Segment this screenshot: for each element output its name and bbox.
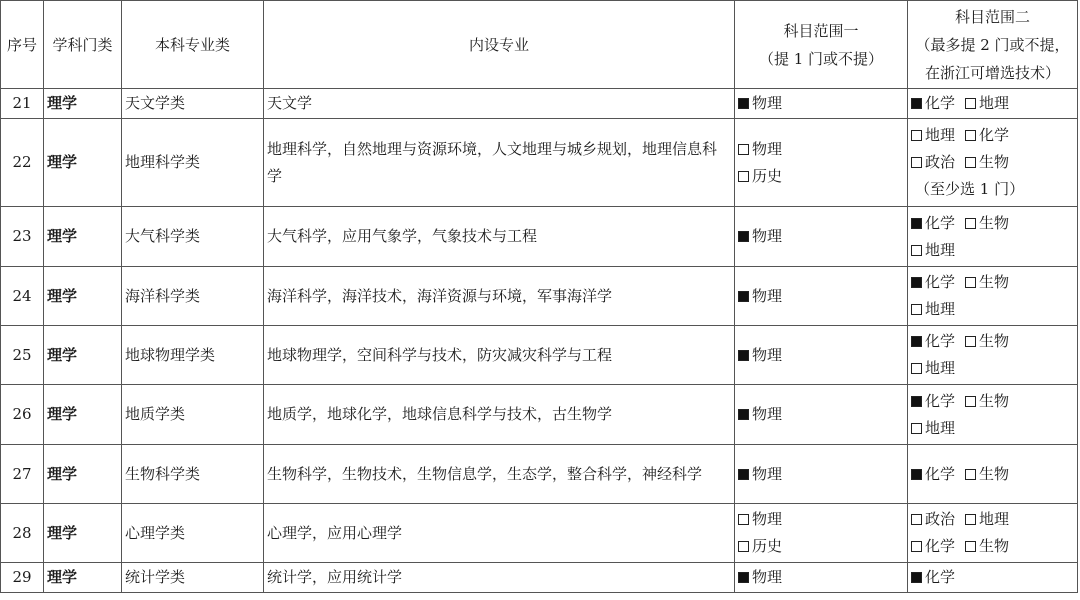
- subject-option: [738, 401, 904, 428]
- subject-label: 地理: [925, 126, 956, 144]
- table-row: [1, 504, 1078, 563]
- subject-label: 化学: [925, 464, 956, 483]
- unchecked-box-icon: [738, 144, 749, 155]
- subject-option: [911, 94, 955, 112]
- subject-label: 物理: [752, 286, 783, 305]
- subject-label: 地理: [979, 510, 1010, 528]
- subject-label: 化学: [979, 126, 1010, 144]
- subject-label: 化学: [925, 332, 956, 350]
- header-seq: 序号: [1, 1, 44, 89]
- major-class: 海洋科学类: [122, 267, 264, 326]
- table-row: [1, 119, 1078, 207]
- subject-option: [738, 506, 904, 533]
- table-row: [1, 563, 1078, 593]
- checked-box-icon: [738, 469, 749, 480]
- checked-box-icon: [738, 98, 749, 109]
- unchecked-box-icon: [911, 541, 922, 552]
- subject-category: 理学: [44, 326, 122, 385]
- subject-label: 化学: [925, 391, 956, 410]
- subject-option: [911, 510, 955, 528]
- subject-label: 历史: [752, 537, 783, 555]
- subject-label: 物理: [752, 94, 783, 112]
- row-number: 22: [1, 119, 44, 207]
- subject-category: 理学: [44, 385, 122, 445]
- header-category: 学科门类: [44, 1, 122, 89]
- unchecked-box-icon: [738, 514, 749, 525]
- range-two-cell: [908, 385, 1078, 445]
- major-class: 地球物理学类: [122, 326, 264, 385]
- subject-label: 历史: [752, 166, 783, 185]
- subject-label: 政治: [925, 153, 956, 171]
- subject-option: [965, 153, 1009, 171]
- option-line: [911, 90, 1074, 117]
- range-one-cell: [735, 563, 908, 593]
- subject-label: 生物: [979, 273, 1010, 291]
- included-majors: 海洋科学，海洋技术，海洋资源与环境，军事海洋学: [264, 267, 735, 326]
- unchecked-box-icon: [738, 171, 749, 182]
- checked-box-icon: [911, 277, 922, 288]
- unchecked-box-icon: [965, 396, 976, 407]
- range-two-note: （至少选 1 门）: [915, 180, 1025, 198]
- subject-option: [965, 392, 1009, 410]
- unchecked-box-icon: [965, 336, 976, 347]
- table-row: [1, 385, 1078, 445]
- included-majors: 统计学，应用统计学: [264, 563, 735, 593]
- unchecked-box-icon: [965, 98, 976, 109]
- unchecked-box-icon: [911, 130, 922, 141]
- subject-category: 理学: [44, 504, 122, 563]
- subject-label: 物理: [752, 464, 783, 483]
- table-body: [1, 89, 1078, 593]
- subject-label: 生物: [979, 332, 1010, 350]
- subject-option: [911, 568, 955, 586]
- option-line: [911, 149, 1074, 176]
- subject-category: 理学: [44, 563, 122, 593]
- subject-label: 化学: [925, 213, 956, 232]
- subject-option: [965, 537, 1009, 555]
- range-two-cell: [908, 207, 1078, 267]
- included-majors: 天文学: [264, 89, 735, 119]
- row-number: 25: [1, 326, 44, 385]
- subject-category: 理学: [44, 445, 122, 504]
- option-line: [911, 415, 1074, 442]
- major-class: 地理科学类: [122, 119, 264, 207]
- table-row: [1, 267, 1078, 326]
- subject-option: [965, 510, 1009, 528]
- unchecked-box-icon: [911, 363, 922, 374]
- checked-box-icon: [911, 396, 922, 407]
- subject-option: [911, 537, 955, 555]
- subject-label: 生物: [979, 464, 1010, 483]
- unchecked-box-icon: [965, 218, 976, 229]
- unchecked-box-icon: [965, 469, 976, 480]
- subject-option: [911, 392, 955, 410]
- subject-label: 政治: [925, 510, 956, 528]
- range-two-cell: [908, 267, 1078, 326]
- subject-category: 理学: [44, 89, 122, 119]
- subject-option: [738, 533, 904, 560]
- major-class: 地质学类: [122, 385, 264, 445]
- unchecked-box-icon: [965, 541, 976, 552]
- subject-label: 物理: [752, 510, 783, 528]
- subject-option: [911, 126, 955, 144]
- option-line: [911, 461, 1074, 488]
- header-range-two: 科目范围二 （最多提 2 门或不提， 在浙江可增选技术）: [908, 1, 1078, 89]
- subject-option: [965, 126, 1009, 144]
- option-line: [911, 506, 1074, 533]
- subject-option: [738, 163, 904, 190]
- range-one-cell: [735, 385, 908, 445]
- unchecked-box-icon: [965, 514, 976, 525]
- checked-box-icon: [911, 98, 922, 109]
- subject-option: [911, 214, 955, 232]
- option-line: [911, 564, 1074, 591]
- option-line: [911, 355, 1074, 382]
- option-line: [911, 237, 1074, 264]
- option-line: [911, 328, 1074, 355]
- row-number: 24: [1, 267, 44, 326]
- subject-option: [911, 332, 955, 350]
- checked-box-icon: [738, 231, 749, 242]
- row-number: 27: [1, 445, 44, 504]
- major-class: 生物科学类: [122, 445, 264, 504]
- unchecked-box-icon: [911, 245, 922, 256]
- subject-option: [911, 300, 955, 318]
- subject-option: [738, 223, 904, 250]
- range-one-cell: [735, 267, 908, 326]
- row-number: 28: [1, 504, 44, 563]
- header-row: [1, 1, 1078, 89]
- major-class: 心理学类: [122, 504, 264, 563]
- subject-label: 物理: [752, 568, 783, 586]
- unchecked-box-icon: [911, 304, 922, 315]
- checked-box-icon: [738, 572, 749, 583]
- unchecked-box-icon: [911, 423, 922, 434]
- subject-label: 化学: [925, 273, 956, 291]
- included-majors: 大气科学，应用气象学，气象技术与工程: [264, 207, 735, 267]
- option-line: [911, 533, 1074, 560]
- row-number: 29: [1, 563, 44, 593]
- checked-box-icon: [911, 336, 922, 347]
- subject-option: [965, 214, 1009, 232]
- unchecked-box-icon: [965, 130, 976, 141]
- range-one-cell: [735, 445, 908, 504]
- subject-label: 物理: [752, 139, 783, 158]
- option-line: [911, 296, 1074, 323]
- checked-box-icon: [738, 350, 749, 361]
- subject-label: 化学: [925, 568, 956, 586]
- subject-label: 地理: [925, 418, 956, 437]
- subject-label: 生物: [979, 213, 1010, 232]
- range-two-cell: [908, 445, 1078, 504]
- checked-box-icon: [911, 469, 922, 480]
- subject-option: [738, 90, 904, 117]
- unchecked-box-icon: [965, 277, 976, 288]
- major-class: 大气科学类: [122, 207, 264, 267]
- unchecked-box-icon: [911, 514, 922, 525]
- table-row: [1, 326, 1078, 385]
- table-row: [1, 445, 1078, 504]
- range-one-cell: [735, 119, 908, 207]
- table-row: [1, 207, 1078, 267]
- checked-box-icon: [911, 218, 922, 229]
- subject-option: [738, 564, 904, 591]
- subject-option: [965, 332, 1009, 350]
- subject-label: 地理: [925, 300, 956, 318]
- subject-label: 生物: [979, 153, 1010, 171]
- range-two-cell: [908, 504, 1078, 563]
- subject-label: 化学: [925, 537, 956, 555]
- table-row: [1, 89, 1078, 119]
- subject-option: [911, 419, 955, 437]
- subject-option: [738, 136, 904, 163]
- unchecked-box-icon: [738, 541, 749, 552]
- subject-option: [965, 94, 1009, 112]
- subject-label: 地理: [979, 94, 1010, 112]
- included-majors: 地理科学，自然地理与资源环境，人文地理与城乡规划，地理信息科学: [264, 119, 735, 207]
- header-majors: 内设专业: [264, 1, 735, 89]
- subject-option: [911, 465, 955, 483]
- header-range-one: 科目范围一 （提 1 门或不提）: [735, 1, 908, 89]
- range-two-cell: [908, 119, 1078, 207]
- row-number: 23: [1, 207, 44, 267]
- subject-option: [738, 342, 904, 369]
- range-one-cell: [735, 89, 908, 119]
- major-class: 统计学类: [122, 563, 264, 593]
- subject-label: 化学: [925, 94, 956, 112]
- subject-label: 地理: [925, 359, 956, 377]
- subject-label: 物理: [752, 405, 783, 423]
- subject-option: [738, 283, 904, 310]
- unchecked-box-icon: [965, 157, 976, 168]
- included-majors: 心理学，应用心理学: [264, 504, 735, 563]
- option-line: [911, 210, 1074, 237]
- option-line: [911, 269, 1074, 296]
- range-one-cell: [735, 504, 908, 563]
- subject-label: 物理: [752, 345, 783, 364]
- subject-label: 生物: [979, 391, 1010, 410]
- subject-label: 地理: [925, 240, 956, 259]
- header-major-class: 本科专业类: [122, 1, 264, 89]
- range-one-cell: [735, 207, 908, 267]
- subject-option: [911, 273, 955, 291]
- range-one-cell: [735, 326, 908, 385]
- row-number: 21: [1, 89, 44, 119]
- checked-box-icon: [911, 572, 922, 583]
- option-line: [911, 122, 1074, 149]
- subject-category: 理学: [44, 119, 122, 207]
- included-majors: 地质学，地球化学，地球信息科学与技术，古生物学: [264, 385, 735, 445]
- subject-label: 物理: [752, 227, 783, 245]
- major-class: 天文学类: [122, 89, 264, 119]
- subject-option: [965, 465, 1009, 483]
- included-majors: 地球物理学，空间科学与技术，防灾减灾科学与工程: [264, 326, 735, 385]
- row-number: 26: [1, 385, 44, 445]
- range-two-cell: [908, 326, 1078, 385]
- subject-option: [738, 461, 904, 488]
- subject-option: [965, 273, 1009, 291]
- subject-option: [911, 241, 955, 259]
- range-two-cell: [908, 563, 1078, 593]
- subject-option: [911, 153, 955, 171]
- option-line: [911, 388, 1074, 415]
- subject-category: 理学: [44, 267, 122, 326]
- subject-category: 理学: [44, 207, 122, 267]
- checked-box-icon: [738, 291, 749, 302]
- subject-option: [911, 359, 955, 377]
- subject-label: 生物: [979, 537, 1010, 555]
- range-two-cell: [908, 89, 1078, 119]
- unchecked-box-icon: [911, 157, 922, 168]
- checked-box-icon: [738, 409, 749, 420]
- included-majors: 生物科学，生物技术，生物信息学，生态学，整合科学，神经科学: [264, 445, 735, 504]
